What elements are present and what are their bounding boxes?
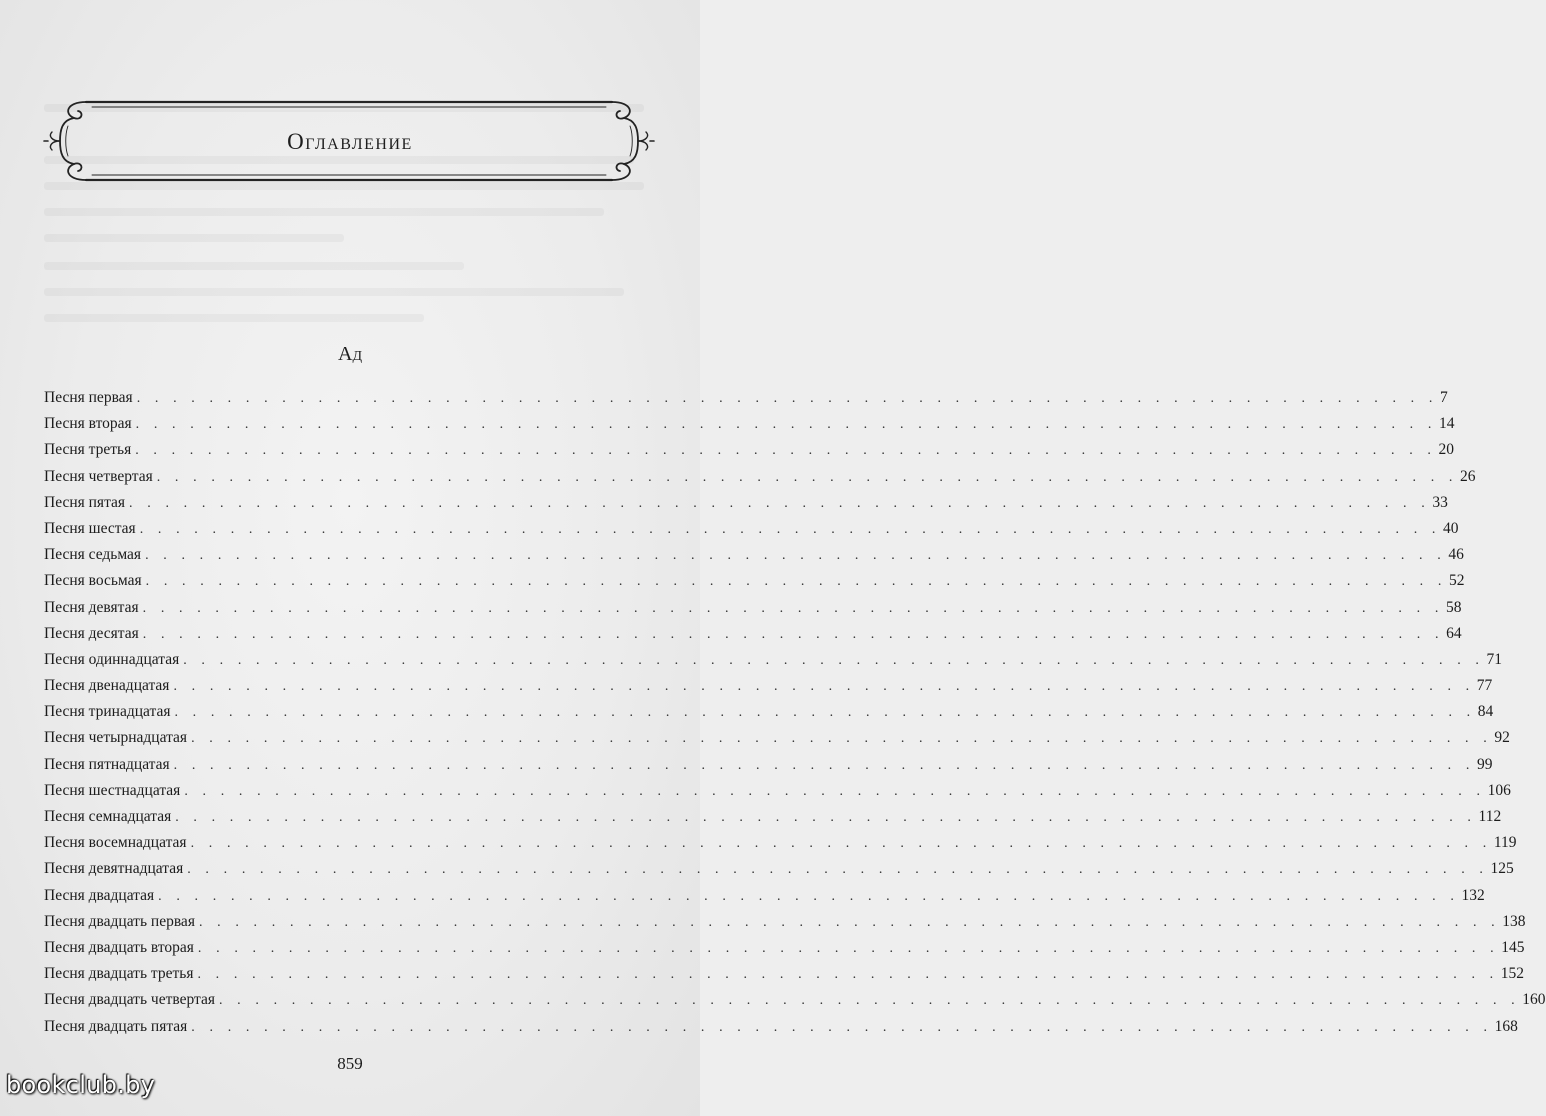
toc-dot-leader: . . . . . . . . . . . . . . . . . . . . . . . . . . . . . . . . . . . . . . . . . . . . . . . . . . . . . . . . . . . . . . . . . . . . . . . . [139,521,1442,537]
toc-entry [44,935,1525,961]
toc-dot-leader: . . . . . . . . . . . . . . . . . . . . . . . . . . . . . . . . . . . . . . . . . . . . . . . . . . . . . . . . . . . . . . . . . . . . . . . . [175,810,1477,825]
toc-entry-page: 40 [1443,519,1459,537]
toc-entry-page: 132 [1461,886,1485,904]
toc-list [44,385,1546,1040]
toc-entry [44,516,1459,542]
toc-entry-label: Песня восемнадцатая [44,834,187,852]
toc-dot-leader: . . . . . . . . . . . . . . . . . . . . . . . . . . . . . . . . . . . . . . . . . . . . . . . . . . . . . . . . . . . . . . . . . . . . . . . . [184,783,1486,799]
toc-entry [44,856,1514,882]
toc-entry-label: Песня десятая [44,624,139,642]
toc-dot-leader: . . . . . . . . . . . . . . . . . . . . . . . . . . . . . . . . . . . . . . . . . . . . . . . . . . . . . . . . . . . . . . . . . . . . . . . . [142,600,1444,616]
toc-dot-leader: . . . . . . . . . . . . . . . . . . . . . . . . . . . . . . . . . . . . . . . . . . . . . . . . . . . . . . . . . . . . . . . . . . . . . . . . [190,836,1492,852]
toc-dot-leader: . . . . . . . . . . . . . . . . . . . . . . . . . . . . . . . . . . . . . . . . . . . . . . . . . . . . . . . . . . . . . . . . . . . . . . . . [187,862,1489,878]
toc-entry-label: Песня двадцать четвертая [44,991,215,1009]
page-number: 859 [337,1054,363,1073]
toc-entry-page: 33 [1432,493,1448,511]
toc-entry-label: Песня двадцать пятая [44,1017,188,1035]
toc-entry-page: 112 [1478,808,1502,825]
toc-entry [44,699,1494,725]
toc-entry-label: Песня седьмая [44,546,142,564]
toc-entry-label: Песня девятая [44,598,139,616]
toc-entry-page: 145 [1501,938,1525,956]
toc-dot-leader: . . . . . . . . . . . . . . . . . . . . . . . . . . . . . . . . . . . . . . . . . . . . . . . . . . . . . . . . . . . . . . . . . . . . . . . . [158,888,1460,904]
toc-dot-leader: . . . . . . . . . . . . . . . . . . . . . . . . . . . . . . . . . . . . . . . . . . . . . . . . . . . . . . . . . . . . . . . . . . . . . . . . [191,1019,1493,1035]
toc-entry-page: 92 [1494,729,1510,747]
section-title: Ад [338,343,362,365]
toc-entry-page: 125 [1490,860,1514,878]
toc-entry-page: 14 [1438,415,1455,433]
toc-entry-page: 99 [1476,755,1493,773]
toc-entry-label: Песня двадцатая [44,886,155,904]
toc-entry-label: Песня восьмая [44,572,142,590]
toc-entry-page: 46 [1448,546,1464,564]
toc-entry [44,621,1462,647]
toc-dot-leader: . . . . . . . . . . . . . . . . . . . . . . . . . . . . . . . . . . . . . . . . . . . . . . . . . . . . . . . . . . . . . . . . . . . . . . . . [136,391,1438,406]
toc-entry-page: 7 [1440,389,1448,406]
toc-entry-label: Песня пятнадцатая [44,755,170,773]
toc-entry [44,909,1526,935]
toc-entry-label: Песня девятнадцатая [44,860,184,878]
toc-entry-label: Песня четырнадцатая [44,729,188,747]
toc-entry-page: 119 [1493,834,1517,852]
toc-entry-page: 71 [1486,650,1503,668]
toc-dot-leader: . . . . . . . . . . . . . . . . . . . . . . . . . . . . . . . . . . . . . . . . . . . . . . . . . . . . . . . . . . . . . . . . . . . . . . . . [135,417,1437,433]
toc-entry-label: Песня четвертая [44,467,153,485]
toc-entry [44,987,1546,1013]
toc-entry-label: Песня тринадцатая [44,703,171,721]
show-through-line [44,288,624,296]
show-through-line [44,314,424,322]
toc-entry [44,490,1448,516]
show-through-line [44,234,344,242]
toc-dot-leader: . . . . . . . . . . . . . . . . . . . . . . . . . . . . . . . . . . . . . . . . . . . . . . . . . . . . . . . . . . . . . . . . . . . . . . . . [197,940,1500,956]
toc-entry [44,725,1510,751]
toc-entry-label: Песня двенадцатая [44,677,170,695]
toc-entry-page: 58 [1445,598,1462,616]
toc-entry-label: Песня двадцать вторая [44,938,194,956]
toc-entry-label: Песня семнадцатая [44,808,172,825]
toc-title: Оглавление [287,129,413,154]
watermark-logo: bookclub.by [6,1071,156,1099]
toc-dot-leader: . . . . . . . . . . . . . . . . . . . . . . . . . . . . . . . . . . . . . . . . . . . . . . . . . . . . . . . . . . . . . . . . . . . . . . . . [191,731,1493,747]
toc-entry-page: 84 [1477,703,1494,721]
toc-entry [44,568,1465,594]
toc-entry-label: Песня первая [44,389,133,406]
toc-entry [44,830,1517,856]
toc-dot-leader: . . . . . . . . . . . . . . . . . . . . . . . . . . . . . . . . . . . . . . . . . . . . . . . . . . . . . . . . . . . . . . . . . . . . . . . . [129,495,1431,511]
toc-entry [44,542,1464,568]
show-through-line [44,208,604,216]
toc-entry [44,778,1511,804]
toc-entry-page: 138 [1502,912,1526,930]
toc-entry [44,961,1525,987]
toc-dot-leader: . . . . . . . . . . . . . . . . . . . . . . . . . . . . . . . . . . . . . . . . . . . . . . . . . . . . . . . . . . . . . . . . . . . . . . . . [197,967,1499,983]
toc-entry-label: Песня двадцать третья [44,965,194,983]
toc-entry [44,437,1455,463]
toc-entry-label: Песня вторая [44,415,132,433]
toc-entry [44,385,1448,411]
toc-entry-label: Песня шестая [44,519,136,537]
toc-dot-leader: . . . . . . . . . . . . . . . . . . . . . . . . . . . . . . . . . . . . . . . . . . . . . . . . . . . . . . . . . . . . . . . . . . . . . . . . [142,626,1445,642]
toc-entry [44,752,1493,778]
toc-dot-leader: . . . . . . . . . . . . . . . . . . . . . . . . . . . . . . . . . . . . . . . . . . . . . . . . . . . . . . . . . . . . . . . . . . . . . . . . [173,679,1475,695]
toc-entry-label: Песня шестнадцатая [44,781,181,799]
toc-entry [44,595,1462,621]
toc-entry [44,1014,1518,1040]
show-through-line [44,262,464,270]
toc-entry [44,464,1476,490]
toc-entry-label: Песня пятая [44,493,126,511]
toc-entry-page: 20 [1438,441,1455,459]
toc-entry [44,883,1485,909]
toc-entry [44,647,1503,673]
toc-entry-page: 77 [1476,677,1493,695]
toc-entry-label: Песня двадцать первая [44,912,195,930]
toc-entry-page: 160 [1522,991,1546,1009]
toc-dot-leader: . . . . . . . . . . . . . . . . . . . . . . . . . . . . . . . . . . . . . . . . . . . . . . . . . . . . . . . . . . . . . . . . . . . . . . . . [174,705,1476,721]
toc-dot-leader: . . . . . . . . . . . . . . . . . . . . . . . . . . . . . . . . . . . . . . . . . . . . . . . . . . . . . . . . . . . . . . . . . . . . . . . . [145,548,1447,564]
toc-dot-leader: . . . . . . . . . . . . . . . . . . . . . . . . . . . . . . . . . . . . . . . . . . . . . . . . . . . . . . . . . . . . . . . . . . . . . . . . [218,993,1521,1009]
toc-entry [44,673,1493,699]
toc-dot-leader: . . . . . . . . . . . . . . . . . . . . . . . . . . . . . . . . . . . . . . . . . . . . . . . . . . . . . . . . . . . . . . . . . . . . . . . . [198,914,1501,930]
toc-entry [44,411,1455,437]
toc-entry-page: 64 [1446,624,1462,642]
toc-dot-leader: . . . . . . . . . . . . . . . . . . . . . . . . . . . . . . . . . . . . . . . . . . . . . . . . . . . . . . . . . . . . . . . . . . . . . . . . [135,443,1437,459]
toc-entry-page: 168 [1494,1017,1518,1035]
toc-entry-page: 106 [1487,781,1511,799]
toc-entry-page: 152 [1500,965,1525,983]
toc-entry [44,804,1502,830]
toc-entry-label: Песня третья [44,441,132,459]
toc-dot-leader: . . . . . . . . . . . . . . . . . . . . . . . . . . . . . . . . . . . . . . . . . . . . . . . . . . . . . . . . . . . . . . . . . . . . . . . . [145,574,1447,590]
toc-entry-label: Песня одиннадцатая [44,650,180,668]
toc-entry-page: 26 [1460,467,1476,485]
toc-dot-leader: . . . . . . . . . . . . . . . . . . . . . . . . . . . . . . . . . . . . . . . . . . . . . . . . . . . . . . . . . . . . . . . . . . . . . . . . [173,757,1475,773]
toc-dot-leader: . . . . . . . . . . . . . . . . . . . . . . . . . . . . . . . . . . . . . . . . . . . . . . . . . . . . . . . . . . . . . . . . . . . . . . . . [156,469,1459,485]
toc-dot-leader: . . . . . . . . . . . . . . . . . . . . . . . . . . . . . . . . . . . . . . . . . . . . . . . . . . . . . . . . . . . . . . . . . . . . . . . . [183,652,1485,668]
toc-entry-page: 52 [1448,572,1465,590]
